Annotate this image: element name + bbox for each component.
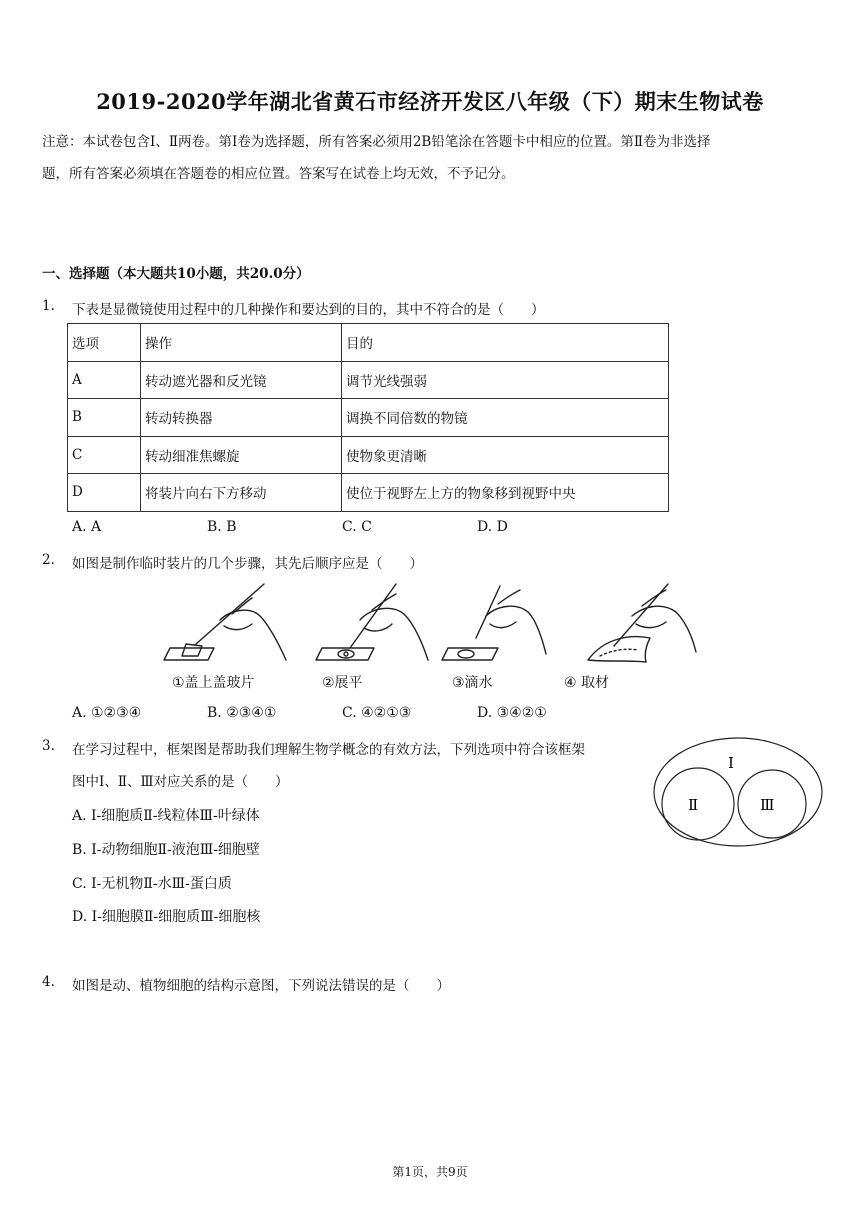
microscope-table xyxy=(67,323,669,512)
notice-line-2: 题，所有答案必须填在答题卷的相应位置。答案写在试卷上均无效，不予记分。 xyxy=(42,166,515,182)
step-4-drawing xyxy=(588,584,696,662)
option-d: D. D xyxy=(477,519,508,535)
option-d: D. ③④②① xyxy=(477,705,547,721)
option-b: B. ②③④① xyxy=(207,705,277,721)
table-cell: 将装片向右下方移动 xyxy=(141,474,342,512)
question-3-option-a: A. Ⅰ-细胞质Ⅱ-线粒体Ⅲ-叶绿体 xyxy=(72,808,260,824)
table-cell: 使位于视野左上方的物象移到视野中央 xyxy=(342,474,669,512)
slide-steps-illustration xyxy=(160,580,700,672)
table-header-cell: 操作 xyxy=(141,324,342,362)
table-header-row xyxy=(68,324,669,362)
table-cell: 调节光线强弱 xyxy=(342,361,669,399)
question-4-text: 如图是动、植物细胞的结构示意图，下列说法错误的是（ ） xyxy=(72,978,450,994)
question-3-number: 3. xyxy=(42,738,55,754)
table-row xyxy=(68,399,669,437)
step-label-4: ④ 取材 xyxy=(564,675,610,691)
table-header-cell: 选项 xyxy=(68,324,141,362)
page-footer: 第1页，共9页 xyxy=(392,1165,468,1179)
table-cell: 转动遮光器和反光镜 xyxy=(141,361,342,399)
table-cell: 调换不同倍数的物镜 xyxy=(342,399,669,437)
question-4-number: 4. xyxy=(42,974,55,990)
table-row xyxy=(68,436,669,474)
step-1-drawing xyxy=(164,584,286,660)
question-3-text-line-1: 在学习过程中，框架图是帮助我们理解生物学概念的有效方法，下列选项中符合该框架 xyxy=(72,742,585,758)
exam-title: 2019-2020学年湖北省黄石市经济开发区八年级（下）期末生物试卷 xyxy=(96,89,764,114)
question-1-number: 1. xyxy=(42,298,55,314)
venn-label-2: Ⅱ xyxy=(688,796,699,814)
question-3-text-line-2: 图中Ⅰ、Ⅱ、Ⅲ对应关系的是（ ） xyxy=(72,774,289,790)
question-3-option-d: D. Ⅰ-细胞膜Ⅱ-细胞质Ⅲ-细胞核 xyxy=(72,909,261,925)
table-header-cell: 目的 xyxy=(342,324,669,362)
option-c: C. ④②①③ xyxy=(342,705,412,721)
question-3-option-c: C. Ⅰ-无机物Ⅱ-水Ⅲ-蛋白质 xyxy=(72,876,232,892)
venn-label-1: Ⅰ xyxy=(728,754,734,772)
section-heading: 一、选择题（本大题共10小题，共20.0分） xyxy=(42,266,310,282)
table-cell: 转动细准焦螺旋 xyxy=(141,436,342,474)
step-label-2: ②展平 xyxy=(322,675,363,691)
question-2-text: 如图是制作临时装片的几个步骤，其先后顺序应是（ ） xyxy=(72,556,423,572)
step-3-drawing xyxy=(442,586,546,660)
slide-preparation-figure xyxy=(160,580,700,696)
option-a: A. A xyxy=(72,519,102,535)
question-2-options xyxy=(72,705,612,721)
option-b: B. B xyxy=(207,519,237,535)
table-row xyxy=(68,361,669,399)
table-cell: 转动转换器 xyxy=(141,399,342,437)
notice-line-1: 注意：本试卷包含Ⅰ、Ⅱ两卷。第Ⅰ卷为选择题，所有答案必须用2B铅笔涂在答题卡中相应的位置。第Ⅱ卷为非选择 xyxy=(42,134,711,150)
step-label-1: ①盖上盖玻片 xyxy=(172,675,255,691)
table-row xyxy=(68,474,669,512)
table-cell: D xyxy=(68,474,141,512)
table-cell: 使物象更清晰 xyxy=(342,436,669,474)
question-1-options xyxy=(72,519,612,535)
concept-frame-diagram xyxy=(652,736,824,848)
option-a: A. ①②③④ xyxy=(72,705,142,721)
option-c: C. C xyxy=(342,519,372,535)
step-2-drawing xyxy=(316,584,428,660)
table-cell: B xyxy=(68,399,141,437)
table-cell: C xyxy=(68,436,141,474)
question-3-option-b: B. Ⅰ-动物细胞Ⅱ-液泡Ⅲ-细胞壁 xyxy=(72,842,260,858)
step-label-3: ③滴水 xyxy=(452,675,493,691)
table-cell: A xyxy=(68,361,141,399)
exam-notice xyxy=(42,126,822,190)
venn-label-3: Ⅲ xyxy=(760,796,775,814)
question-2-number: 2. xyxy=(42,552,55,568)
question-1-text: 下表是显微镜使用过程中的几种操作和要达到的目的，其中不符合的是（ ） xyxy=(72,302,545,318)
venn-outer-circle xyxy=(654,738,822,846)
